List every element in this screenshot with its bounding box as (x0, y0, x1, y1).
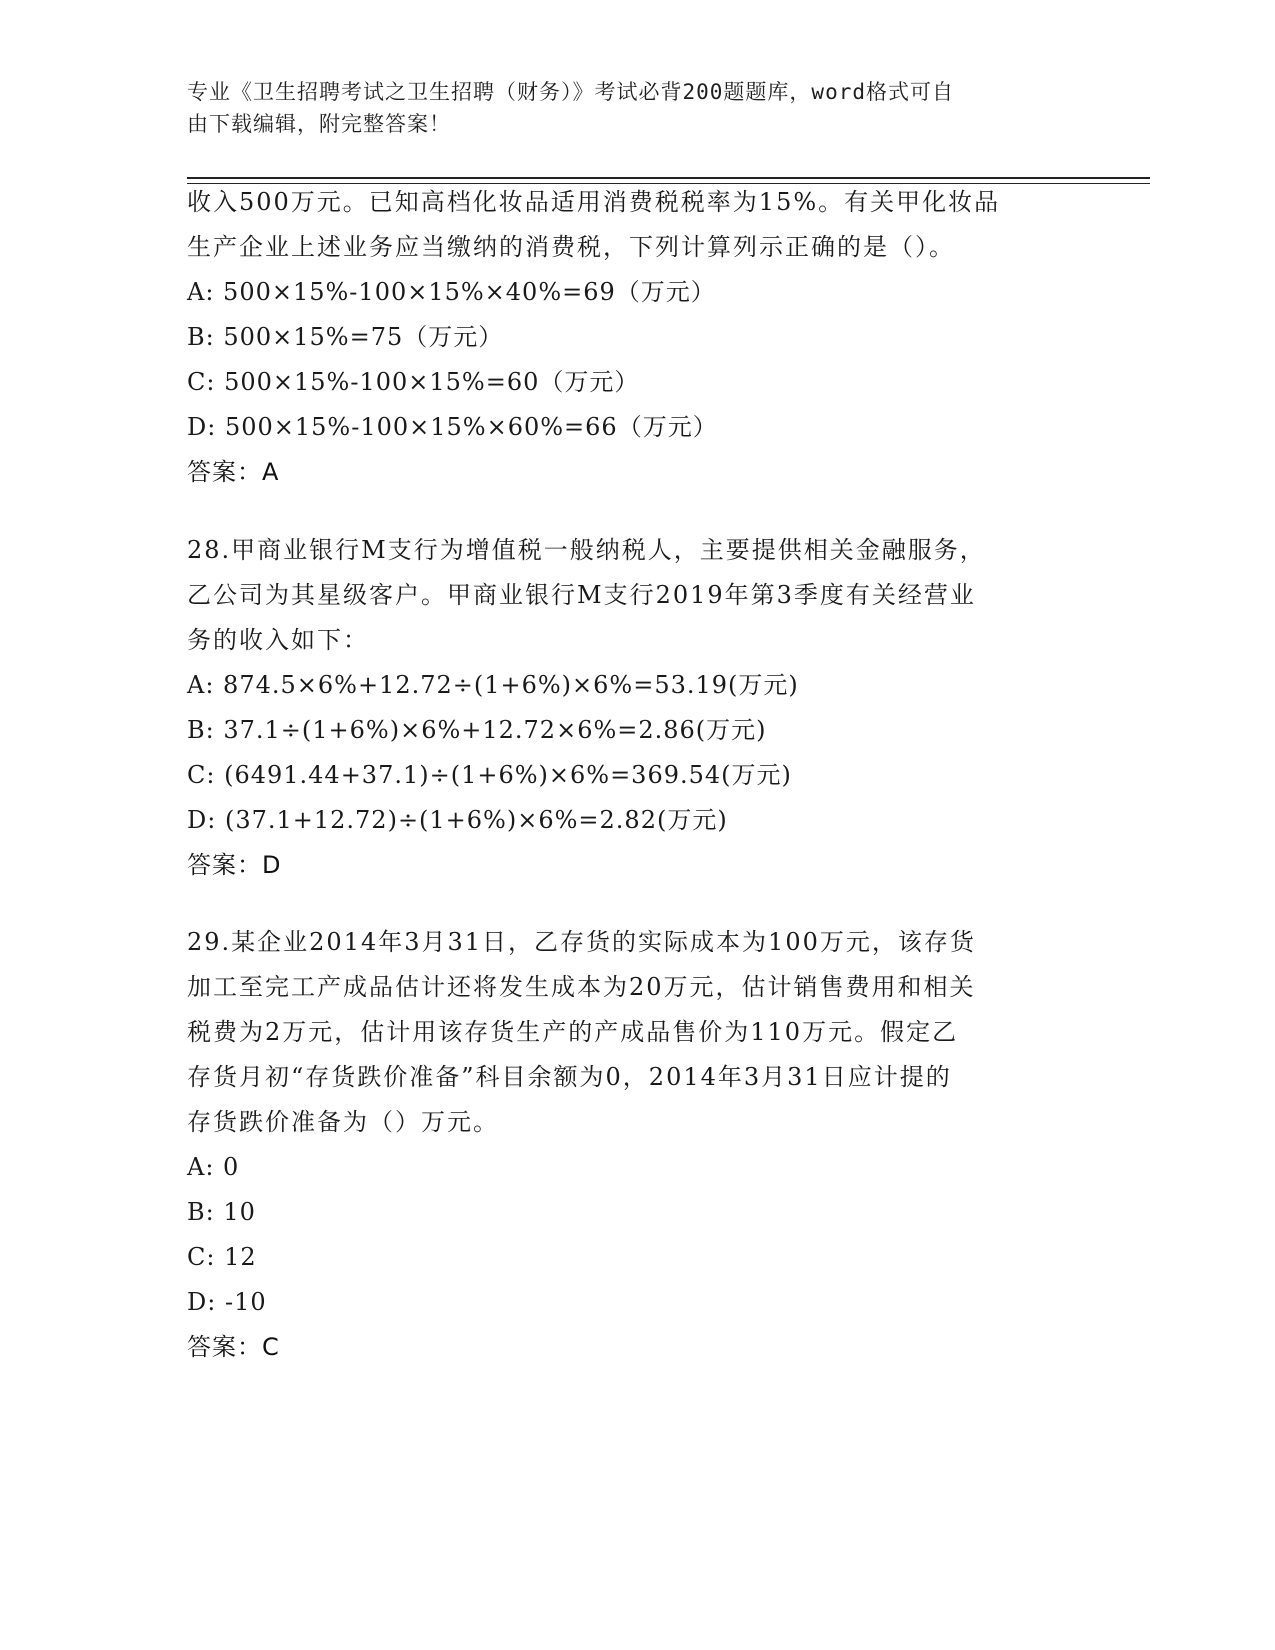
header-line-1: 专业《卫生招聘考试之卫生招聘（财务）》考试必背200题题库，word格式可自 (187, 80, 954, 104)
question-stem-line: 加工至完工产成品估计还将发生成本为20万元，估计销售费用和相关 (187, 973, 976, 1001)
option-b: B: 10 (187, 1198, 256, 1226)
question-stem-line: 税费为2万元，估计用该存货生产的产成品售价为110万元。假定乙 (187, 1018, 959, 1046)
question-stem-line: 存货跌价准备为（）万元。 (187, 1108, 499, 1136)
option-c: C: 500×15%-100×15%=60（万元） (187, 368, 640, 396)
question-29 (187, 920, 1067, 1370)
header-divider (187, 177, 1150, 179)
option-b: B: 500×15%=75（万元） (187, 323, 504, 351)
option-a: A: 0 (187, 1153, 240, 1181)
answer-label: 答案：D (187, 851, 282, 879)
question-27 (187, 180, 1067, 495)
question-stem-line: 乙公司为其星级客户。甲商业银行M支行2019年第3季度有关经营业 (187, 581, 976, 609)
option-a: A: 500×15%-100×15%×40%=69（万元） (187, 278, 716, 306)
option-a: A: 874.5×6%+12.72÷(1+6%)×6%=53.19(万元) (187, 671, 799, 699)
option-d: D: 500×15%-100×15%×60%=66（万元） (187, 413, 718, 441)
question-stem-line: 务的收入如下： (187, 626, 369, 654)
header-line-2: 由下载编辑，附完整答案！ (187, 112, 451, 136)
option-d: D: (37.1+12.72)÷(1+6%)×6%=2.82(万元) (187, 806, 728, 834)
document-header (187, 76, 1067, 140)
option-b: B: 37.1÷(1+6%)×6%+12.72×6%=2.86(万元) (187, 716, 767, 744)
question-stem-line: 存货月初“存货跌价准备”科目余额为0，2014年3月31日应计提的 (187, 1063, 952, 1091)
option-c: C: 12 (187, 1243, 257, 1271)
question-stem-line: 生产企业上述业务应当缴纳的消费税，下列计算列示正确的是（）。 (187, 233, 955, 261)
answer-label: 答案：C (187, 1333, 280, 1361)
question-stem-line: 28.甲商业银行M支行为增值税一般纳税人，主要提供相关金融服务， (187, 536, 986, 564)
answer-label: 答案：A (187, 458, 280, 486)
option-c: C: (6491.44+37.1)÷(1+6%)×6%=369.54(万元) (187, 761, 792, 789)
option-d: D: -10 (187, 1288, 267, 1316)
question-stem-line: 收入500万元。已知高档化妆品适用消费税税率为15%。有关甲化妆品 (187, 188, 1001, 216)
question-stem-line: 29.某企业2014年3月31日，乙存货的实际成本为100万元，该存货 (187, 928, 976, 956)
question-28 (187, 528, 1067, 888)
